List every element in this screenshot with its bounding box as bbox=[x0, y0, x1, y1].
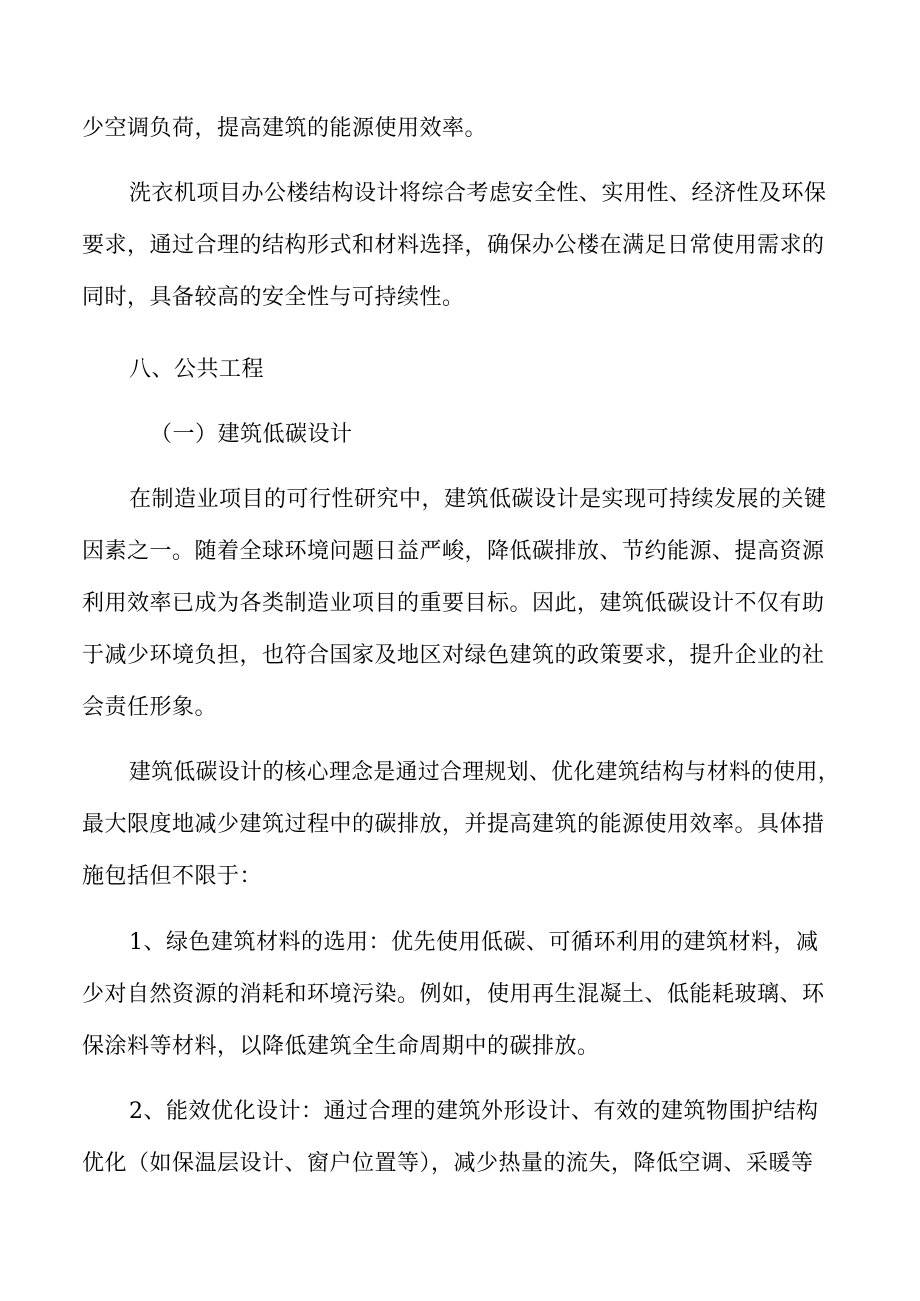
paragraph-line: 少空调负荷，提高建筑的能源使用效率。 bbox=[82, 116, 488, 141]
paragraph-line: 洗衣机项目办公楼结构设计将综合考虑安全性、实用性、经济性及环保 bbox=[129, 181, 827, 206]
paragraph-line: 最大限度地减少建筑过程中的碳排放，并提高建筑的能源使用效率。具体措 bbox=[82, 812, 825, 837]
paragraph-line: 会责任形象。 bbox=[82, 695, 218, 720]
list-item-line: 保涂料等材料，以降低建筑全生命周期中的碳排放。 bbox=[82, 1034, 600, 1059]
paragraph-line: 施包括但不限于： bbox=[82, 864, 263, 889]
paragraph-line: 于减少环境负担，也符合国家及地区对绿色建筑的政策要求，提升企业的社 bbox=[82, 643, 825, 668]
list-item-line: 2、能效优化设计：通过合理的建筑外形设计、有效的建筑物围护结构 bbox=[129, 1099, 819, 1124]
paragraph-line: 因素之一。随着全球环境问题日益严峻，降低碳排放、节约能源、提高资源 bbox=[82, 539, 825, 564]
section-heading: 八、公共工程 bbox=[129, 357, 265, 382]
list-item-line: 1、绿色建筑材料的选用：优先使用低碳、可循环利用的建筑材料，减 bbox=[129, 930, 819, 955]
list-item-line: 优化（如保温层设计、窗户位置等），减少热量的流失，降低空调、采暖等 bbox=[82, 1151, 814, 1176]
list-item-line: 少对自然资源的消耗和环境污染。例如，使用再生混凝土、低能耗玻璃、环 bbox=[82, 982, 825, 1007]
paragraph-line: 建筑低碳设计的核心理念是通过合理规划、优化建筑结构与材料的使用， bbox=[129, 760, 841, 785]
paragraph-line: 利用效率已成为各类制造业项目的重要目标。因此，建筑低碳设计不仅有助 bbox=[82, 591, 825, 616]
paragraph-line: 要求，通过合理的结构形式和材料选择，确保办公楼在满足日常使用需求的 bbox=[82, 233, 825, 258]
paragraph-line: 同时，具备较高的安全性与可持续性。 bbox=[82, 285, 465, 310]
paragraph-line: 在制造业项目的可行性研究中，建筑低碳设计是实现可持续发展的关键 bbox=[129, 487, 827, 512]
subsection-heading: （一）建筑低碳设计 bbox=[150, 422, 353, 447]
